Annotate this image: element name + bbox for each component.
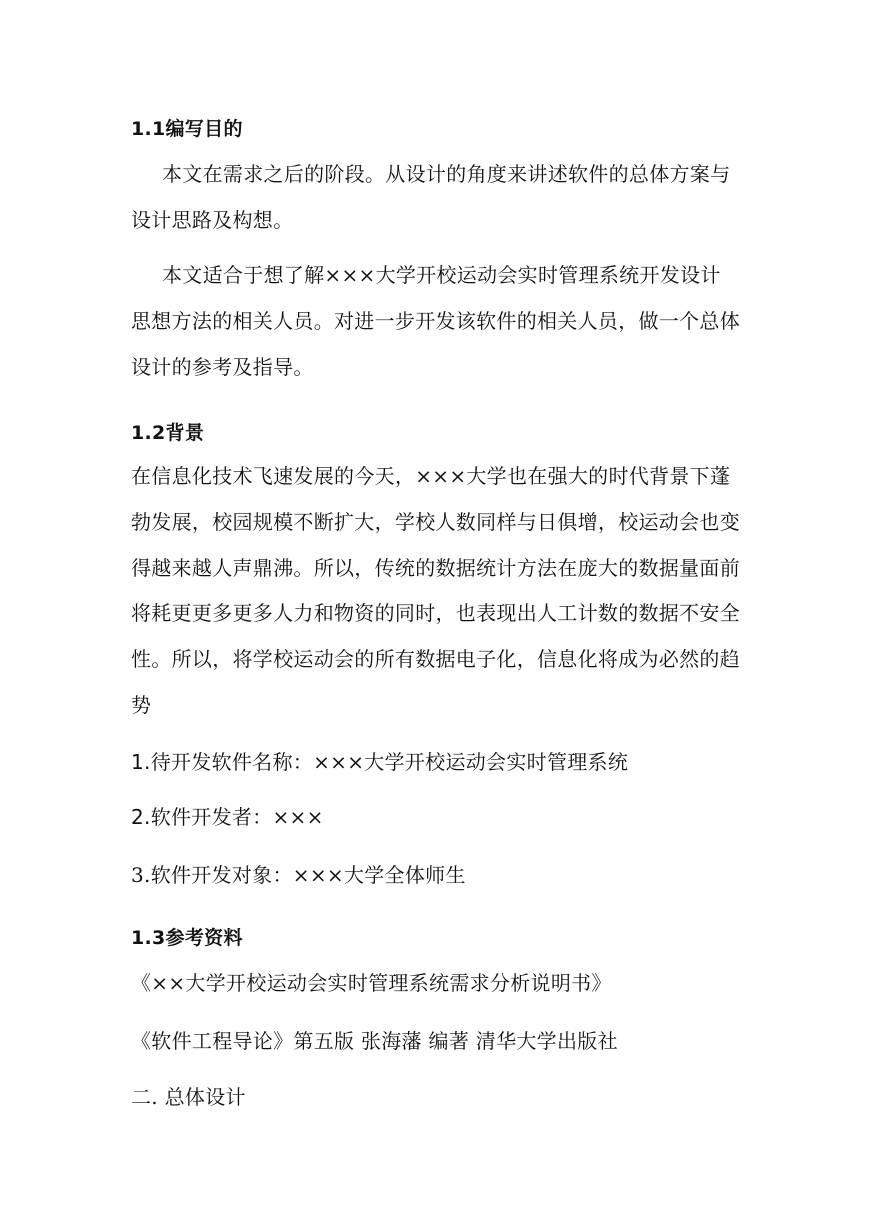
heading-references: 1.3参考资料 bbox=[131, 927, 243, 949]
purpose-para1-line1: 本文在需求之后的阶段。从设计的角度来讲述软件的总体方案与 bbox=[162, 162, 731, 186]
background-line: 势 bbox=[131, 693, 152, 717]
purpose-para2-line2: 思想方法的相关人员。对进一步开发该软件的相关人员，做一个总体 bbox=[131, 309, 740, 333]
list-item-number: 2. bbox=[131, 805, 151, 829]
purpose-para2-line1: 本文适合于想了解×××大学开校运动会实时管理系统开发设计 bbox=[162, 263, 721, 287]
background-line: 勃发展，校园规模不断扩大，学校人数同样与日俱增，校运动会也变 bbox=[131, 510, 740, 534]
purpose-para1-line2: 设计思路及构想。 bbox=[131, 208, 294, 232]
background-line: 性。所以，将学校运动会的所有数据电子化，信息化将成为必然的趋 bbox=[131, 647, 740, 671]
list-item-number: 3. bbox=[131, 863, 151, 887]
purpose-para2-line3: 设计的参考及指导。 bbox=[131, 355, 314, 379]
list-item-text: 软件开发者：××× bbox=[150, 805, 324, 829]
background-line: 在信息化技术飞速发展的今天，×××大学也在强大的时代背景下蓬 bbox=[131, 464, 731, 488]
background-line: 将耗更更多更多人力和物资的同时，也表现出人工计数的数据不安全 bbox=[131, 601, 740, 625]
list-item bbox=[131, 863, 466, 887]
reference-item: 《××大学开校运动会实时管理系统需求分析说明书》 bbox=[131, 971, 612, 995]
list-item bbox=[131, 750, 628, 774]
heading-background: 1.2背景 bbox=[131, 422, 205, 444]
list-item bbox=[131, 805, 324, 829]
heading-overall-design: 二. 总体设计 bbox=[131, 1085, 246, 1109]
reference-item: 《软件工程导论》第五版 张海藩 编著 清华大学出版社 bbox=[131, 1029, 618, 1053]
list-item-text: 软件开发对象：×××大学全体师生 bbox=[150, 863, 466, 887]
heading-purpose: 1.1编写目的 bbox=[131, 118, 243, 140]
list-item-text: 待开发软件名称：×××大学开校运动会实时管理系统 bbox=[150, 750, 629, 774]
list-item-number: 1. bbox=[131, 750, 151, 774]
background-line: 得越来越人声鼎沸。所以，传统的数据统计方法在庞大的数据量面前 bbox=[131, 556, 740, 580]
